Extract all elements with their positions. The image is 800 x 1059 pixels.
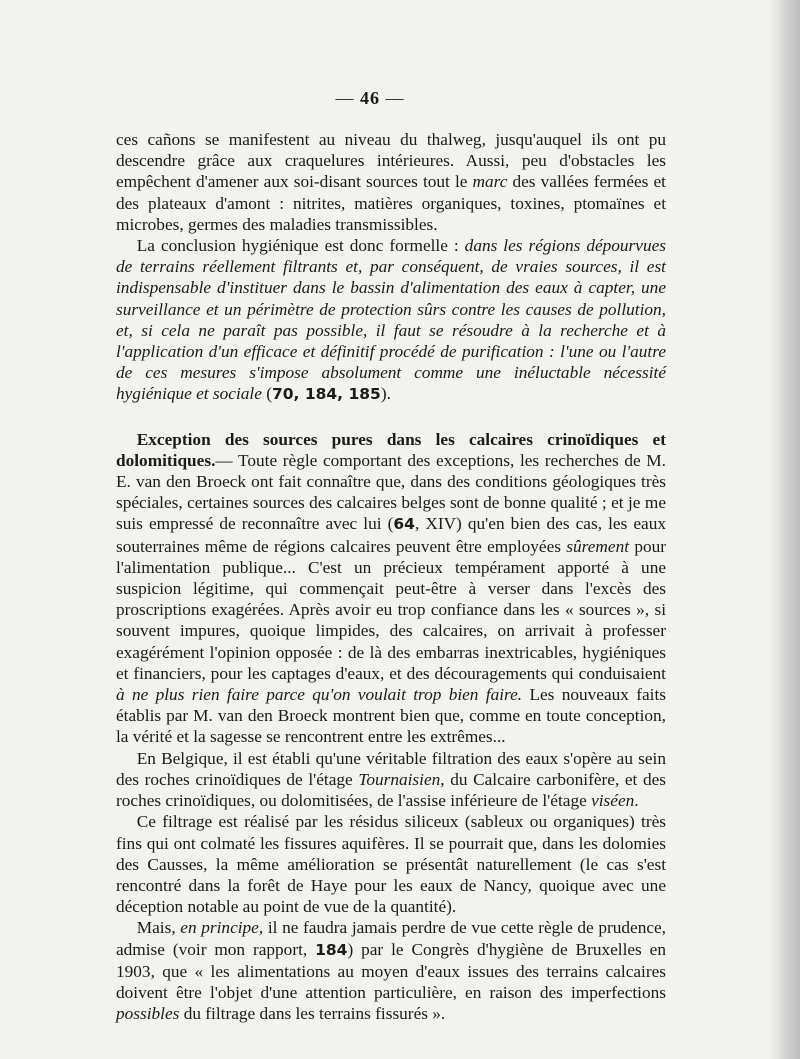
page-number: — 46 — bbox=[335, 88, 405, 108]
p4-italic-1: Tournaisien bbox=[358, 769, 441, 789]
paragraph-3 bbox=[116, 429, 666, 748]
p6-part-d: du filtrage dans les terrains fissurés ». bbox=[179, 1004, 446, 1024]
p6-part-b: , il ne faudra jamais perdre de vue cette règle de prudence, admise (voir mon rapport, bbox=[116, 918, 666, 959]
p6-part-a: Mais, bbox=[136, 918, 181, 938]
scan-edge-shadow bbox=[770, 0, 800, 1059]
p3-reference: 64 bbox=[393, 515, 415, 534]
paragraph-1 bbox=[116, 129, 666, 235]
p4-italic-2: viséen bbox=[591, 791, 635, 811]
paragraph-4 bbox=[116, 748, 666, 812]
p3-italic-2: à ne plus rien faire parce qu'on voulait trop bien faire. bbox=[116, 685, 523, 705]
p3-part-a: — Toute règle comportant des exceptions, les recherches de M. E. van den Broeck ont fait connaître que, dans des conditions géologiques très spéciales, certaines sources des calcaires belges sont de bonne qualité ; et je me suis empressé de reconnaître avec lui ( bbox=[116, 450, 666, 534]
p3-part-c: pour l'alimentation publique... C'est un précieux tempérament apporté à une suspicion légitime, qui commençait peut-être à verser dans l'excès des proscriptions exagérées. Après avoir eu trop confiance dans les « sources », si souvent impures, quoique limpides, des calcaires, on arrivait à professer exagérément l'opinion opposée : de là des embarras inextricables, hygiéniques et financiers, pour les captages d'eaux, et des découragements qui conduisaient bbox=[116, 536, 666, 683]
p6-part-c: ) par le Congrès d'hygiène de Bruxelles en 1903, que « les alimentations au moyen d'eaux issues des terrains calcaires doivent être l'objet d'une attention particulière, en raison des imperfections bbox=[116, 939, 666, 1002]
p2-start: La conclusion hygiénique est donc formelle : bbox=[136, 236, 465, 256]
p4-part-c: . bbox=[634, 791, 639, 811]
p1-italic: marc bbox=[472, 172, 508, 192]
p3-italic-1: sûrement bbox=[566, 536, 630, 556]
p5-text: Ce filtrage est réalisé par les résidus siliceux (sableux ou organiques) très fins qui ont colmaté les fissures aquifères. Il se pourrait que, dans les dolomies des Causses, la même amélioration se présentât naturellement (le cas s'est rencontré dans la forêt de Haye pour les eaux de Nancy, quoique avec une déception notable au point de vue de la quantité). bbox=[116, 812, 666, 917]
p1-end: des vallées fermées et des plateaux d'amont : nitrites, matières organiques, toxines, ptomaïnes et microbes, germes des maladies transmissibles. bbox=[116, 172, 666, 234]
paragraph-2 bbox=[116, 235, 666, 406]
p6-italic-1: en principe bbox=[180, 918, 259, 938]
section-heading: Exception des sources pures dans les calcaires crinoïdiques et dolomitiques. bbox=[116, 429, 666, 470]
p6-italic-2: possibles bbox=[116, 1004, 180, 1024]
p6-reference: 184 bbox=[315, 940, 348, 959]
p4-part-b: , du Calcaire carbonifère, et des roches crinoïdiques, ou dolomitisées, de l'assise inférieure de l'étage bbox=[116, 769, 666, 811]
p4-part-a: En Belgique, il est établi qu'une véritable filtration des eaux s'opère au sein des roches crinoïdiques de l'étage bbox=[116, 748, 666, 789]
p2-references: 70, 184, 185 bbox=[271, 385, 381, 404]
p3-part-b: , XIV) qu'en bien des cas, les eaux souterraines même de régions calcaires peuvent être employées bbox=[116, 514, 666, 556]
paragraph-5 bbox=[116, 811, 666, 917]
p1-text: ces cañons se manifestent au niveau du thalweg, jusqu'auquel ils ont pu descendre grâce aux craquelures intérieures. Aussi, peu d'obstacles les empêchent d'amener aux soi-disant sources tout le bbox=[116, 130, 666, 192]
p2-italic: dans les régions dépourvues de terrains réellement filtrants et, par conséquent, de vraies sources, il est indispensable d'instituer dans le bassin d'alimentation des eaux à capter, une surveillance et un périmètre de protection sûrs contre les causes de pollution, et, si cela ne paraît pas possible, il faut se résoudre à la recherche et à l'application d'un efficace et définitif procédé de purification : l'une ou l'autre de ces mesures s'impose absolument comme une inéluctable nécessité hygiénique et sociale bbox=[116, 236, 666, 404]
p2-open: ( bbox=[261, 384, 272, 404]
section-gap bbox=[116, 406, 666, 429]
p3-part-d: Les nouveaux faits établis par M. van den Broeck montrent bien que, comme en toute conception, la vérité et la sagesse se rencontrent entre les extrêmes... bbox=[116, 685, 666, 747]
page-number-value: 46 bbox=[360, 88, 380, 108]
paragraph-6 bbox=[116, 917, 666, 1024]
body-text bbox=[116, 129, 666, 1024]
p2-close: ). bbox=[380, 384, 391, 404]
